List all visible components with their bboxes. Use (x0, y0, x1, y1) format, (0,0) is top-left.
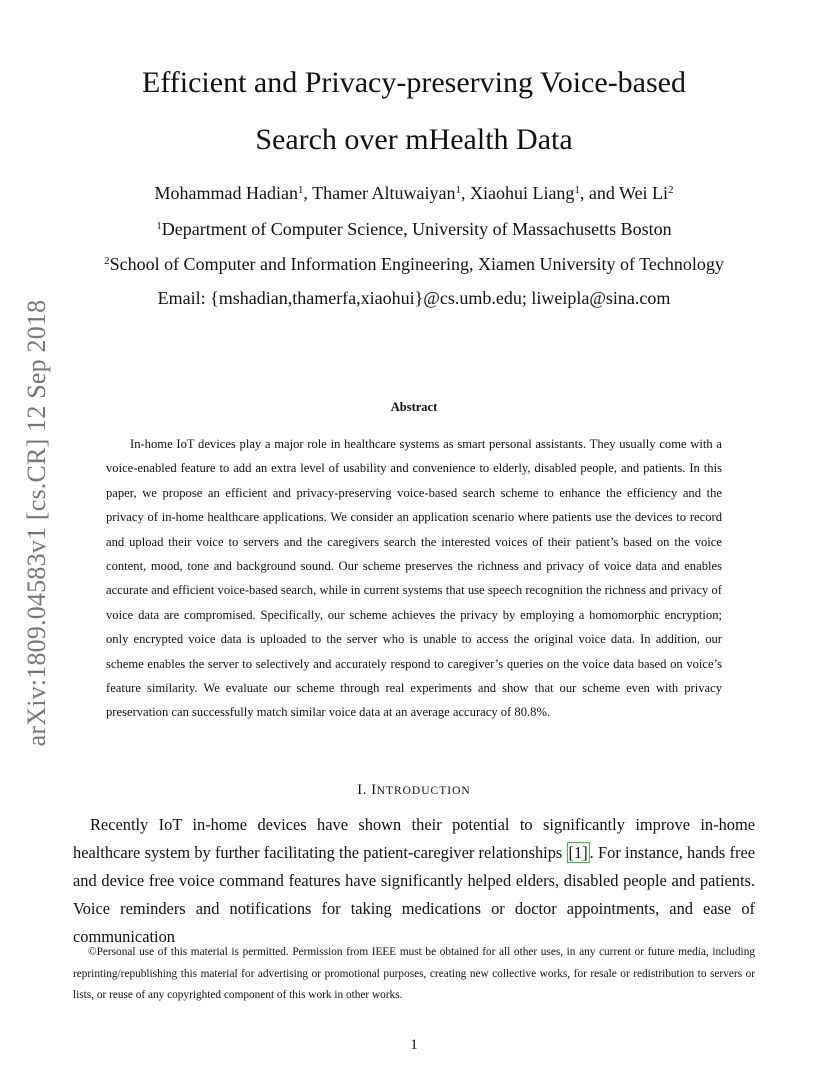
author-separator: , (303, 183, 313, 203)
section-heading-introduction (0, 782, 828, 799)
abstract-heading: Abstract (390, 400, 438, 414)
affiliation-1 (0, 219, 828, 240)
abstract-text: In-home IoT devices play a major role in healthcare systems as smart personal assistants. They usually come with a voice-enabled feature to add an extra level of usability and convenience to elderly, disabled people, and patients. In this paper, we propose an efficient and privacy-preserving voice-based search scheme to enhance the efficiency and the privacy of in-home healthcare applications. We consider an application scenario where patients use the devices to record and upload their voice to servers and the caregivers search the interested voices of their patient’s based on the voice content, mood, tone and background sound. Our scheme preserves the richness and privacy of voice data and enables accurate and efficient voice-based search, while in current systems that use speech recognition the richness and privacy of voice data are compromised. Specifically, our scheme achieves the privacy by employing a homomorphic encryption; only encrypted voice data is uploaded to the server who is unable to access the original voice data. In addition, our scheme enables the server to selectively and accurately respond to caregiver’s queries on the voice data based on voice’s feature similarity. We evaluate our scheme through real experiments and show that our scheme even with privacy preservation can successfully match similar voice data at an average accuracy of 80.8%. (106, 437, 722, 720)
author-affiliation-mark: 1 (574, 184, 580, 197)
section-title-rest: NTRODUCTION (376, 785, 471, 797)
author-name: Thamer Altuwaiyan (312, 183, 456, 203)
paper-title-line-1: Efficient and Privacy-preserving Voice-based (142, 66, 686, 99)
author-affiliation-mark: 1 (297, 184, 304, 197)
footnote-text: Personal use of this material is permitted. Permission from IEEE must be obtained for all other uses, in any current or future media, including reprinting/republishing this material for advertising or promotional purposes, creating new collective works, for resale or redistribution to servers or lists, or reuse of any copyrighted component of this work in other works. (73, 946, 755, 1001)
author-name: Wei Li (619, 183, 669, 203)
affiliation-text: Department of Computer Science, University of Massachusetts Boston (161, 219, 672, 239)
author-separator: , (460, 183, 470, 203)
citation-link[interactable]: [1] (568, 843, 588, 862)
affiliation-mark: 1 (156, 220, 162, 233)
author-name: Xiaohui Liang (469, 183, 575, 203)
author-emails: Email: {mshadian,thamerfa,xiaohui}@cs.umb.edu; liweipla@sina.com (157, 288, 671, 308)
intro-text-end: . For instance, hands free and device free voice command features have significantly helped elders, disabled people and patients. Voice reminders and notifications for taking medications or doctor appointments, and ease of communication (73, 843, 755, 946)
copyright-footnote (73, 942, 755, 1007)
author-name: Mohammad Hadian (154, 183, 298, 203)
introduction-paragraph (73, 811, 755, 951)
section-title-initial: I (371, 782, 377, 798)
section-number: I. (357, 782, 372, 798)
footnote-paragraph (73, 942, 755, 1007)
page-number: 1 (410, 1037, 418, 1053)
introduction-body (73, 811, 755, 951)
author-list (0, 183, 828, 204)
arxiv-identifier: arXiv:1809.04583v1 [cs.CR] 12 Sep 2018 (22, 299, 51, 747)
affiliation-2 (0, 254, 828, 275)
author-affiliation-mark: 1 (455, 184, 461, 197)
copyright-symbol: © (88, 946, 97, 958)
affiliation-text: School of Computer and Information Engineering, Xiamen University of Technology (109, 254, 724, 274)
intro-text-start: Recently IoT in-home devices have shown their potential to significantly improve in-home healthcare system by further facilitating the patient-caregiver relationships (73, 815, 755, 862)
affiliation-mark: 2 (104, 255, 110, 268)
author-affiliation-mark: 2 (668, 184, 674, 197)
paper-title-line-2: Search over mHealth Data (255, 123, 573, 156)
abstract-body (106, 432, 722, 725)
author-separator: , and (579, 183, 620, 203)
